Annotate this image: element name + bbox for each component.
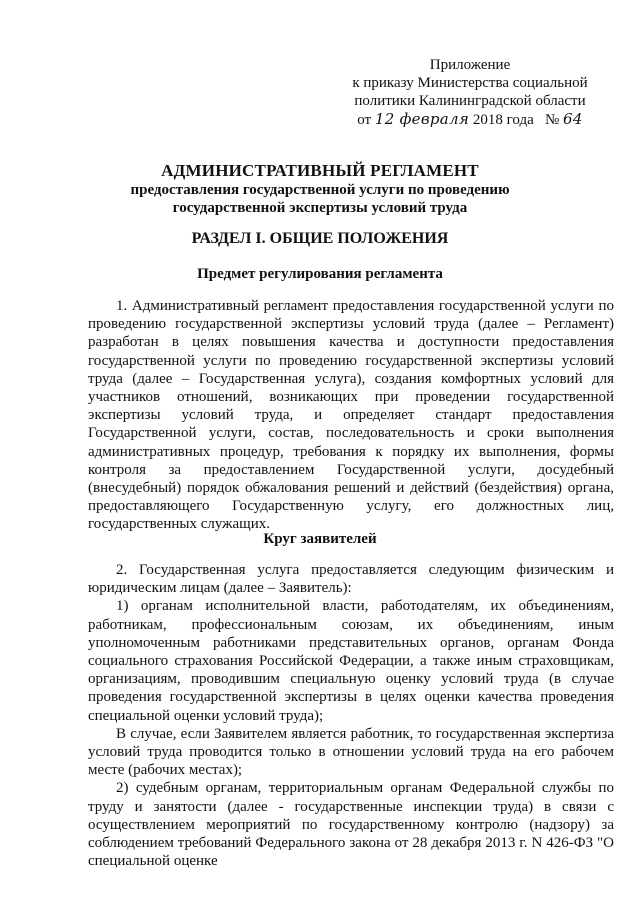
- paragraph-3: 1) органам исполнительной власти, работодателям, их объединениям, работникам, профессиональным союзам, их объединениям, иным уполномоченным работниками представительных органов, органам Фонда социального страхования Российской Федерации, а также иным страховщикам, организациям, проводившим специальную оценку условий труда (в случае проведения государственной экспертизы в целях оценки качества проведения специальной оценки условий труда);: [88, 598, 614, 724]
- title-main: АДМИНИСТРАТИВНЫЙ РЕГЛАМЕНТ: [161, 161, 479, 180]
- title-subtitle-line2: государственной экспертизы условий труда: [172, 200, 468, 216]
- subject-heading: Предмет регулирования регламента: [197, 266, 443, 282]
- appendix-date-line: [325, 110, 615, 129]
- appendix-block: [325, 56, 615, 129]
- document-title: [70, 161, 570, 217]
- paragraph-block-2: [88, 561, 614, 870]
- appendix-order-line: к приказу Министерства социальной: [352, 75, 588, 91]
- number-prefix: №: [544, 112, 560, 128]
- title-subtitle-line1: предоставления государственной услуги по проведению: [130, 182, 510, 198]
- paragraph-4: В случае, если Заявителем является работник, то государственная экспертиза условий труда проводится только в отношении условий труда на его рабочем месте (рабочих местах);: [88, 725, 614, 779]
- section-heading: РАЗДЕЛ I. ОБЩИЕ ПОЛОЖЕНИЯ: [191, 230, 449, 247]
- appendix-title: Приложение: [429, 57, 511, 73]
- paragraph-block-1: [88, 297, 614, 534]
- paragraph-5: 2) судебным органам, территориальным органам Федеральной службы по труду и занятости (далее - государственные инспекции труда) в связи с осуществлением мероприятий по государственному контролю (надзору) за соблюдением требований Федерального закона от 28 декабря 2013 г. N 426-ФЗ "О специальной оценке: [88, 780, 614, 870]
- handwritten-number: 64: [563, 110, 583, 128]
- date-prefix: от: [357, 112, 372, 128]
- paragraph-1: 1. Административный регламент предоставления государственной услуги по проведению государственной экспертизы условий труда (далее – Регламент) разработан в целях повышения качества и доступности предоставления государственной услуги по проведению государственной экспертизы условий труда (далее – Государственная услуга), создания комфортных условий для участников отношений, возникающих при проведении государственной экспертизы условий труда, и определяет стандарт предоставления Государственной услуги, состав, последовательность и сроки выполнения административных процедур, требования к порядку их выполнения, формы контроля за предоставлением Государственной услуги, досудебный (внесудебный) порядок обжалования решений и действий (бездействия) органа, предоставляющего Государственную услугу, его должностных лиц, государственных служащих.: [88, 298, 614, 533]
- paragraph-2: 2. Государственная услуга предоставляется следующим физическим и юридическим лицам (далее – Заявитель):: [88, 562, 614, 597]
- handwritten-date: 12 февраля: [374, 110, 470, 128]
- date-year: 2018 года: [472, 112, 534, 128]
- applicants-heading: Круг заявителей: [263, 531, 377, 547]
- appendix-ministry-line: политики Калининградской области: [354, 93, 586, 109]
